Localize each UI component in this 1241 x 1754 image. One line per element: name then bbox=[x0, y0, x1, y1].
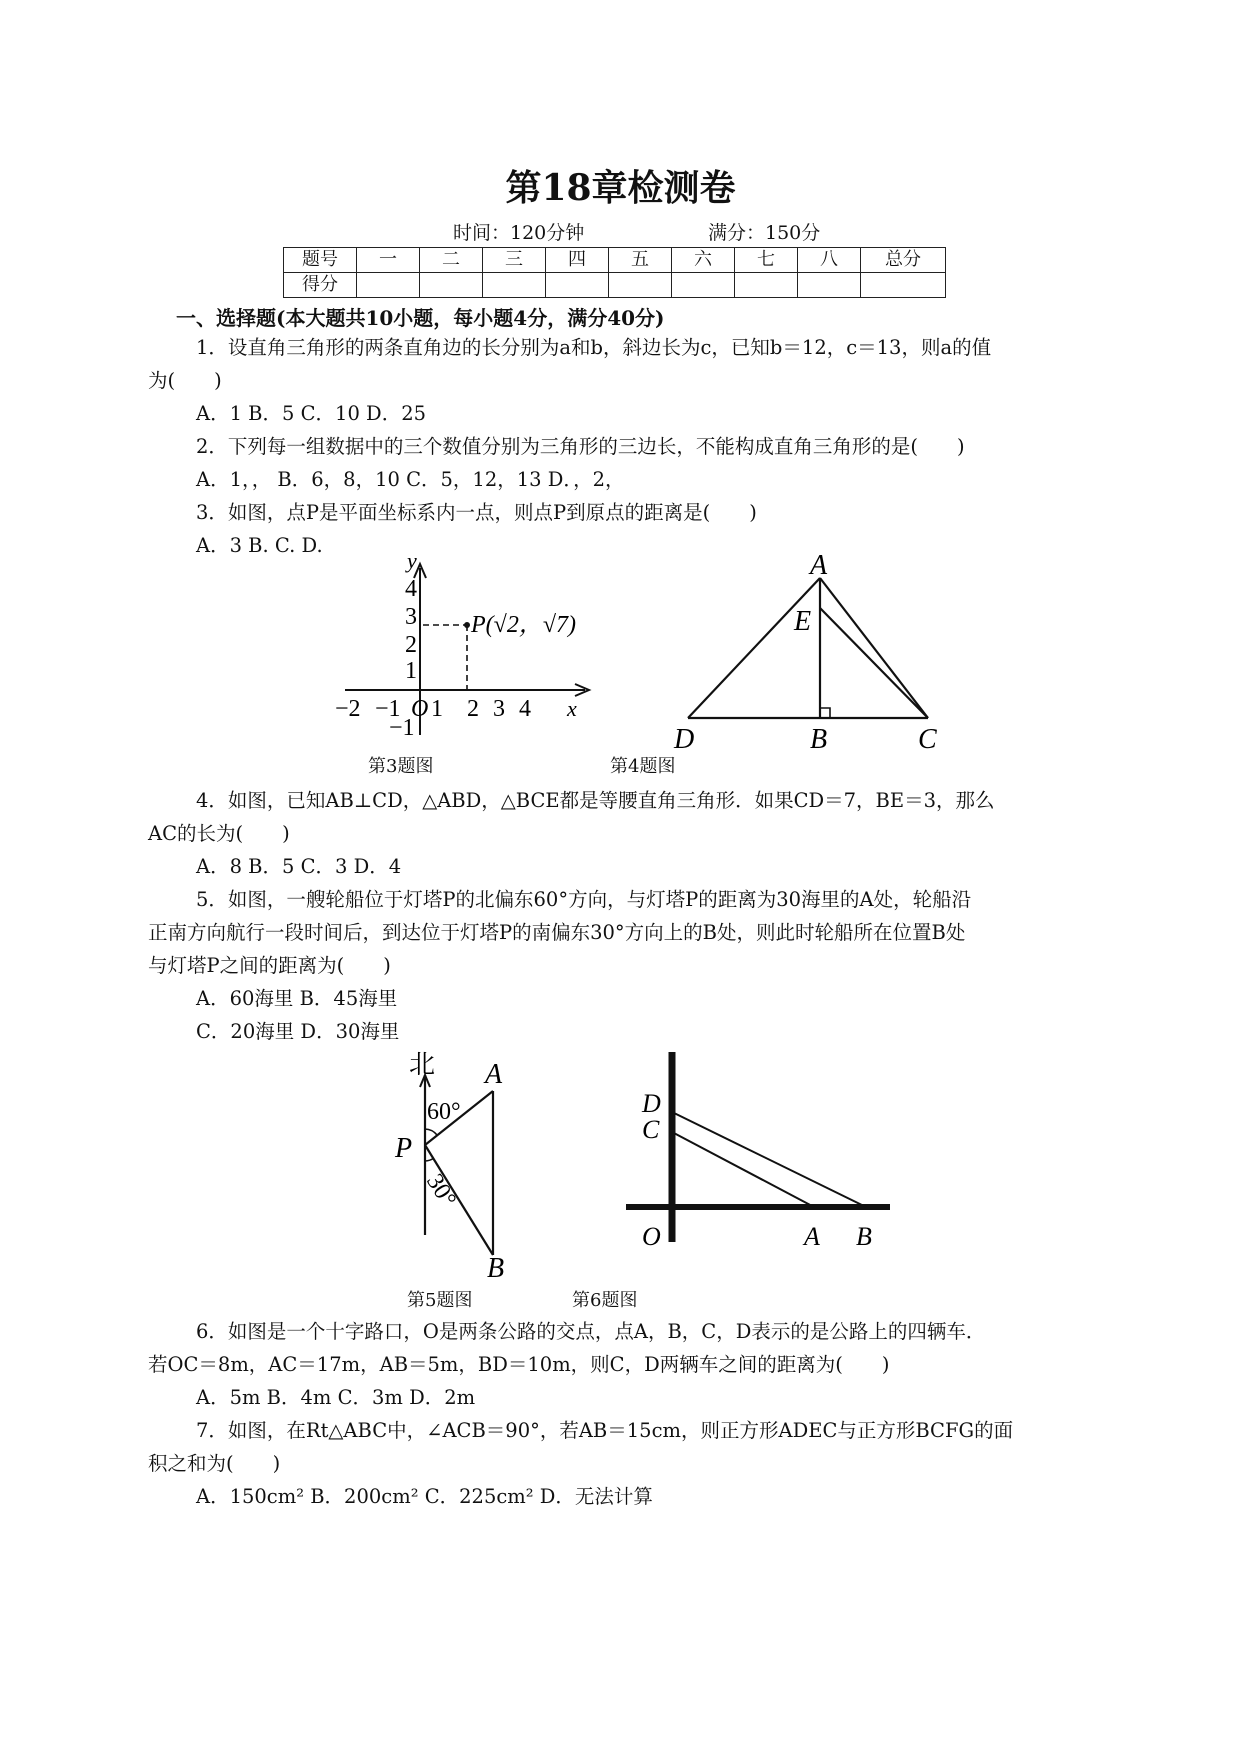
table-cell: 得分 bbox=[284, 273, 357, 298]
right-angle-mark bbox=[820, 708, 830, 718]
point-label-o: O bbox=[642, 1222, 661, 1251]
y-tick-label: 3 bbox=[405, 604, 417, 630]
point-p bbox=[464, 622, 470, 628]
score-cell bbox=[420, 273, 483, 298]
score-cell bbox=[735, 273, 798, 298]
q6-line2: 若OC＝8m，AC＝17m，AB＝5m，BD＝10m，则C，D两辆车之间的距离为( ) bbox=[148, 1353, 890, 1376]
q5-line1: 5．如图，一艘轮船位于灯塔P的北偏东60°方向，与灯塔P的距离为30海里的A处，轮船沿 bbox=[196, 888, 972, 911]
segment-ca bbox=[672, 1132, 814, 1207]
q7-options: A．150cm² B．200cm² C．225cm² D．无法计算 bbox=[196, 1485, 653, 1508]
point-label-a: A bbox=[804, 1222, 820, 1251]
score-table-score-row bbox=[284, 273, 946, 298]
table-cell: 题号 bbox=[284, 248, 357, 273]
q4-line1: 4．如图，已知AB⊥CD，△ABD，△BCE都是等腰直角三角形．如果CD＝7，BE＝3，那么 bbox=[196, 789, 995, 812]
q6-options: A．5m B．4m C．3m D．2m bbox=[196, 1386, 476, 1409]
q4-options: A．8 B．5 C．3 D．4 bbox=[196, 855, 402, 878]
segment-da bbox=[672, 1112, 866, 1207]
point-p-label: P(√2，√7) bbox=[471, 612, 576, 638]
y-axis-label: y bbox=[407, 550, 417, 573]
q7-line1: 7．如图，在Rt△ABC中，∠ACB＝90°，若AB＝15cm，则正方形ADEC与正方形BCFG的面 bbox=[196, 1419, 1014, 1442]
score-cell bbox=[861, 273, 946, 298]
q1-line2: 为( ) bbox=[148, 369, 222, 392]
q2-line1: 2．下列每一组数据中的三个数值分别为三角形的三边长，不能构成直角三角形的是( ) bbox=[196, 435, 965, 458]
point-label-d: D bbox=[642, 1089, 661, 1118]
figure-4-caption: 第4题图 bbox=[610, 756, 676, 777]
point-label-b: B bbox=[856, 1222, 872, 1251]
point-label-c: C bbox=[642, 1115, 660, 1144]
figure-3-coordinate-plane bbox=[335, 550, 595, 745]
q1-line1: 1．设直角三角形的两条直角边的长分别为a和b，斜边长为c，已知b＝12，c＝13，则a的值 bbox=[196, 336, 992, 359]
q1-options: A．1 B．5 C．10 D．25 bbox=[196, 402, 427, 425]
vertex-label-d: D bbox=[674, 724, 695, 755]
score-table-header-row bbox=[284, 248, 946, 273]
q5-options-2: C．20海里 D．30海里 bbox=[196, 1020, 400, 1043]
segment-ac bbox=[820, 578, 928, 718]
vertex-label-b: B bbox=[810, 724, 828, 755]
score-cell bbox=[609, 273, 672, 298]
x-tick-label: −2 bbox=[335, 696, 361, 722]
angle-label-30: 30° bbox=[421, 1169, 461, 1212]
figure-4-triangles bbox=[670, 550, 960, 755]
q4-line2: AC的长为( ) bbox=[148, 822, 290, 845]
y-tick-label: 4 bbox=[405, 576, 417, 602]
x-axis-label: x bbox=[567, 696, 577, 721]
segment-ad bbox=[688, 578, 820, 718]
section-heading: 一、选择题(本大题共10小题，每小题4分，满分40分) bbox=[176, 306, 665, 330]
vertex-label-a: A bbox=[485, 1059, 503, 1090]
north-label: 北 bbox=[409, 1050, 436, 1079]
angle-label-60: 60° bbox=[427, 1099, 461, 1125]
q2-options: A．1，， B．6，8，10 C．5，12，13 D．，2， bbox=[196, 468, 625, 491]
table-cell: 三 bbox=[483, 248, 546, 273]
vertex-label-e: E bbox=[794, 606, 812, 637]
score-cell bbox=[483, 273, 546, 298]
x-tick-label: 1 bbox=[431, 696, 443, 722]
y-tick-label: 2 bbox=[405, 632, 417, 658]
y-tick-label: 1 bbox=[405, 658, 417, 684]
figure-3-caption: 第3题图 bbox=[368, 756, 434, 777]
table-cell: 四 bbox=[546, 248, 609, 273]
x-tick-label: 3 bbox=[493, 696, 505, 722]
q5-line3: 与灯塔P之间的距离为( ) bbox=[148, 954, 391, 977]
q5-options-1: A．60海里 B．45海里 bbox=[196, 987, 398, 1010]
angle-arc-60 bbox=[425, 1129, 437, 1135]
q3-options: A．3 B. C. D. bbox=[196, 534, 323, 557]
score-cell bbox=[357, 273, 420, 298]
table-cell: 五 bbox=[609, 248, 672, 273]
q5-line2: 正南方向航行一段时间后，到达位于灯塔P的南偏东30°方向上的B处，则此时轮船所在位置B处 bbox=[148, 921, 966, 944]
vertex-label-a: A bbox=[810, 550, 828, 581]
x-tick-label: 2 bbox=[467, 696, 479, 722]
table-cell: 一 bbox=[357, 248, 420, 273]
figure-6-caption: 第6题图 bbox=[572, 1290, 638, 1311]
table-cell: 七 bbox=[735, 248, 798, 273]
score-cell bbox=[798, 273, 861, 298]
page-title: 第18章检测卷 bbox=[505, 167, 736, 209]
origin-label: O bbox=[411, 696, 429, 722]
segment-ec bbox=[820, 608, 928, 718]
table-cell: 六 bbox=[672, 248, 735, 273]
score-table bbox=[283, 247, 946, 298]
x-tick-label: 4 bbox=[519, 696, 531, 722]
exam-time: 时间：120分钟 bbox=[453, 222, 585, 244]
table-cell: 八 bbox=[798, 248, 861, 273]
vertex-label-b: B bbox=[487, 1253, 505, 1280]
figure-5-bearings bbox=[385, 1045, 535, 1280]
table-cell: 二 bbox=[420, 248, 483, 273]
q7-line2: 积之和为( ) bbox=[148, 1452, 281, 1475]
angle-arc-30 bbox=[425, 1158, 434, 1161]
score-cell bbox=[672, 273, 735, 298]
figure-5-caption: 第5题图 bbox=[407, 1290, 473, 1311]
x-tick-label: −1 bbox=[375, 696, 401, 722]
table-cell: 总分 bbox=[861, 248, 946, 273]
vertex-label-c: C bbox=[918, 724, 937, 755]
score-cell bbox=[546, 273, 609, 298]
figure-6-crossroads bbox=[618, 1052, 898, 1262]
y-tick-label: −1 bbox=[389, 715, 415, 741]
q6-line1: 6．如图是一个十字路口，O是两条公路的交点，点A，B，C，D表示的是公路上的四辆车． bbox=[196, 1320, 986, 1343]
vertex-label-p: P bbox=[395, 1133, 413, 1164]
q3-line1: 3．如图，点P是平面坐标系内一点，则点P到原点的距离是( ) bbox=[196, 501, 757, 524]
full-score: 满分：150分 bbox=[708, 222, 821, 244]
